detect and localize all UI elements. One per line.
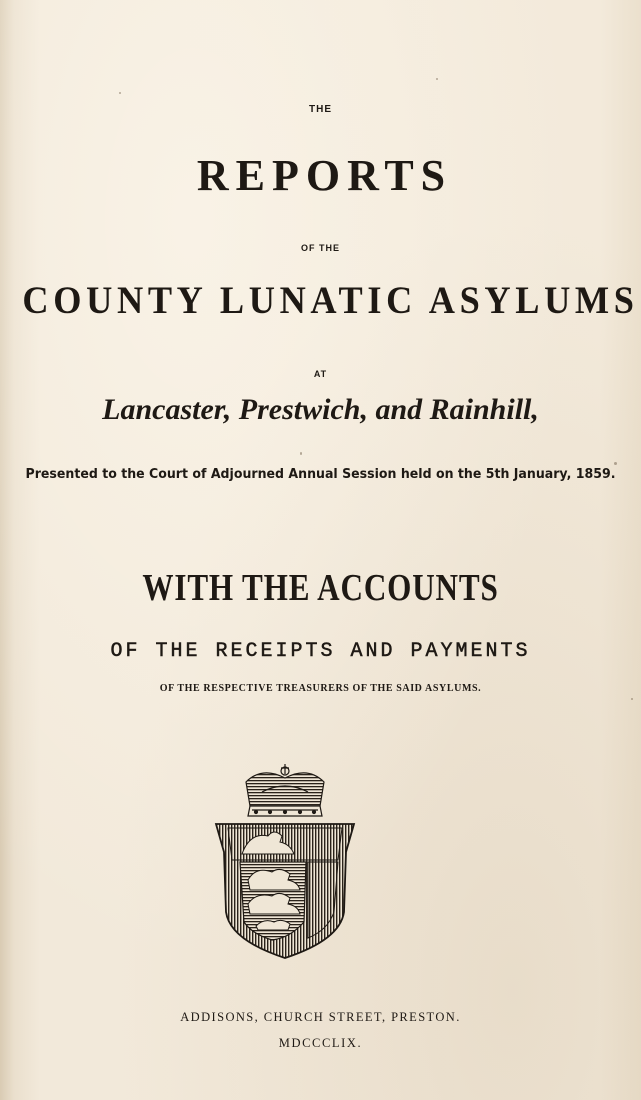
asylum-places: Lancaster, Prestwich, and Rainhill,: [102, 393, 539, 426]
receipts-payments-heading: OF THE RECEIPTS AND PAYMENTS: [110, 640, 531, 663]
treasurers-line: OF THE RESPECTIVE TREASURERS OF THE SAID ASYLUMS.: [159, 683, 482, 694]
the-label: THE: [309, 104, 332, 115]
at-label: AT: [313, 369, 328, 379]
main-title: REPORTS: [196, 151, 453, 200]
of-the-label: OF THE: [301, 243, 340, 253]
presented-statement: Presented to the Court of Adjourned Annual Session held on the 5th January, 1859.: [25, 466, 616, 482]
paper-speck: [119, 92, 121, 94]
royal-crest-icon: [210, 762, 360, 962]
accounts-heading: WITH THE ACCOUNTS: [142, 567, 499, 609]
subject-heading: COUNTY LUNATIC ASYLUMS: [22, 279, 639, 322]
paper-speck: [631, 698, 633, 700]
paper-speck: [300, 452, 302, 455]
publication-year: MDCCCLIX.: [278, 1036, 363, 1050]
paper-speck: [436, 78, 438, 80]
paper-speck: [614, 462, 617, 465]
publisher-line: ADDISONS, CHURCH STREET, PRESTON.: [180, 1010, 461, 1024]
